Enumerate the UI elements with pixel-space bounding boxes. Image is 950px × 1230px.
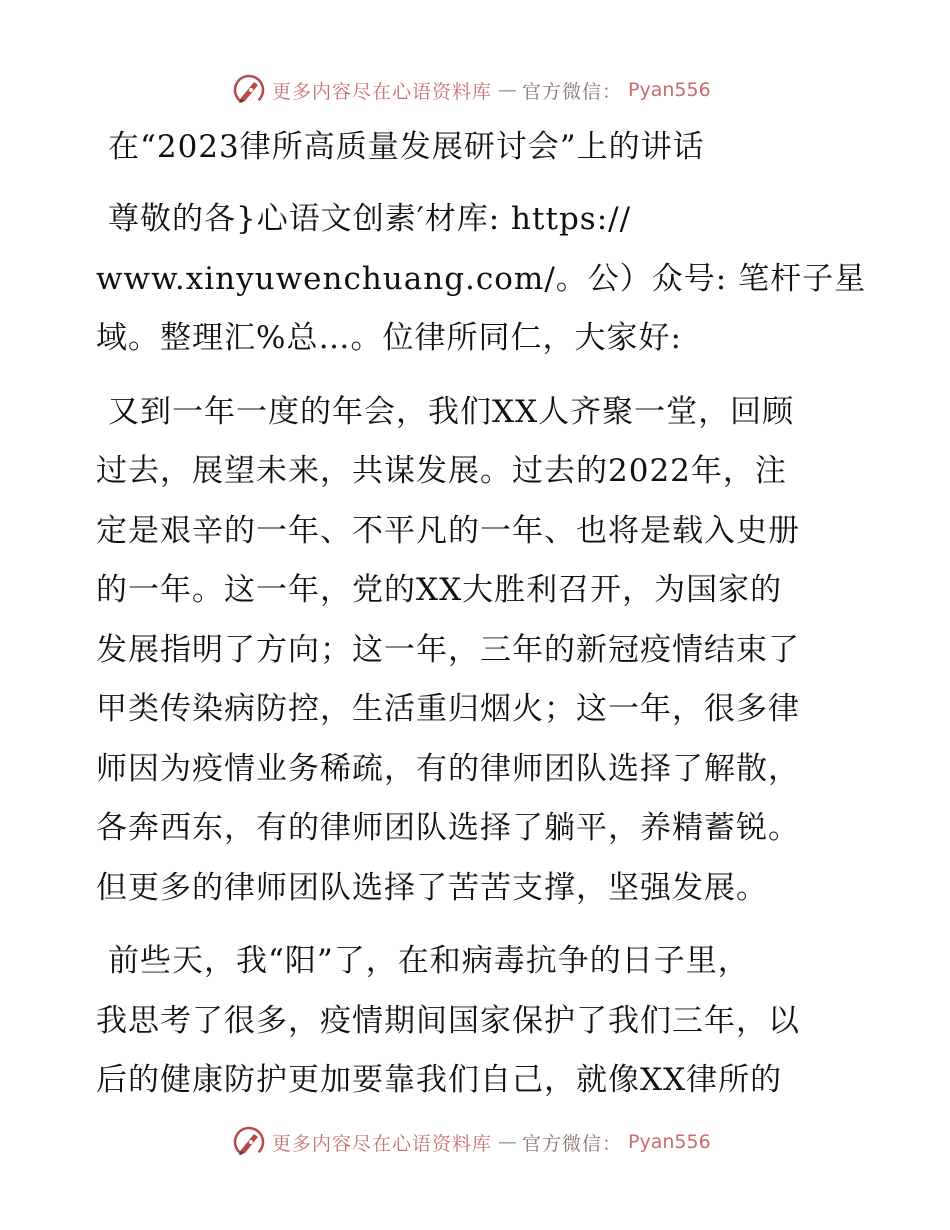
paragraph-greeting xyxy=(96,190,867,369)
text-line: 过去，展望未来，共谋发展。过去的2022年，注 xyxy=(96,453,787,489)
watermark-wechat-id: Pyan556 xyxy=(628,79,711,101)
text-line: www.xinyuwenchuang.com/。公）众号: 笔杆子星 xyxy=(96,260,867,297)
footer-watermark xyxy=(232,1124,711,1160)
paragraph-review xyxy=(96,383,856,919)
document-title: 在“2023律所高质量发展研讨会”上的讲话 xyxy=(108,129,705,165)
text-line: 后的健康防护更加要靠我们自己，就像XX律所的 xyxy=(96,1062,783,1098)
watermark-wechat-id: Pyan556 xyxy=(628,1131,711,1153)
document-body xyxy=(96,118,867,1111)
paragraph-reflection xyxy=(96,932,856,1111)
text-line: 定是艰辛的一年、不平凡的一年、也将是载入史册 xyxy=(96,512,800,549)
text-line: 但更多的律师团队选择了苦苦支撑，坚强发展。 xyxy=(96,869,768,906)
watermark-dash: — xyxy=(498,79,517,101)
text-line: 又到一年一度的年会，我们XX人齐聚一堂，回顾 xyxy=(108,393,795,430)
text-line: 发展指明了方向；这一年，三年的新冠疫情结束了 xyxy=(96,631,800,668)
text-line: 师因为疫情业务稀疏，有的律师团队选择了解散， xyxy=(96,750,800,787)
text-line: 甲类传染病防控，生活重归烟火；这一年，很多律 xyxy=(96,691,800,727)
watermark-dash: — xyxy=(498,1131,517,1153)
text-line: 前些天，我“阳”了，在和病毒抗争的日子里， xyxy=(108,943,750,979)
text-line: 域。整理汇%总…。位律所同仁，大家好: xyxy=(96,320,682,356)
text-line: 我思考了很多，疫情期间国家保护了我们三年，以 xyxy=(96,1002,800,1039)
watermark-official-label: 官方微信： xyxy=(522,1132,623,1155)
text-line: 的一年。这一年，党的XX大胜利召开，为国家的 xyxy=(96,572,783,608)
pen-logo-icon xyxy=(232,1125,266,1159)
watermark-text: 更多内容尽在心语资料库 xyxy=(272,1132,493,1155)
watermark-official-label: 官方微信： xyxy=(522,80,623,103)
header-watermark xyxy=(232,72,711,108)
watermark-text: 更多内容尽在心语资料库 xyxy=(272,80,493,103)
text-line: 各奔西东，有的律师团队选择了躺平，养精蓄锐。 xyxy=(96,810,800,846)
text-line: 尊敬的各}心语文创素′材库: https:// xyxy=(108,201,632,237)
pen-logo-icon xyxy=(232,73,266,107)
